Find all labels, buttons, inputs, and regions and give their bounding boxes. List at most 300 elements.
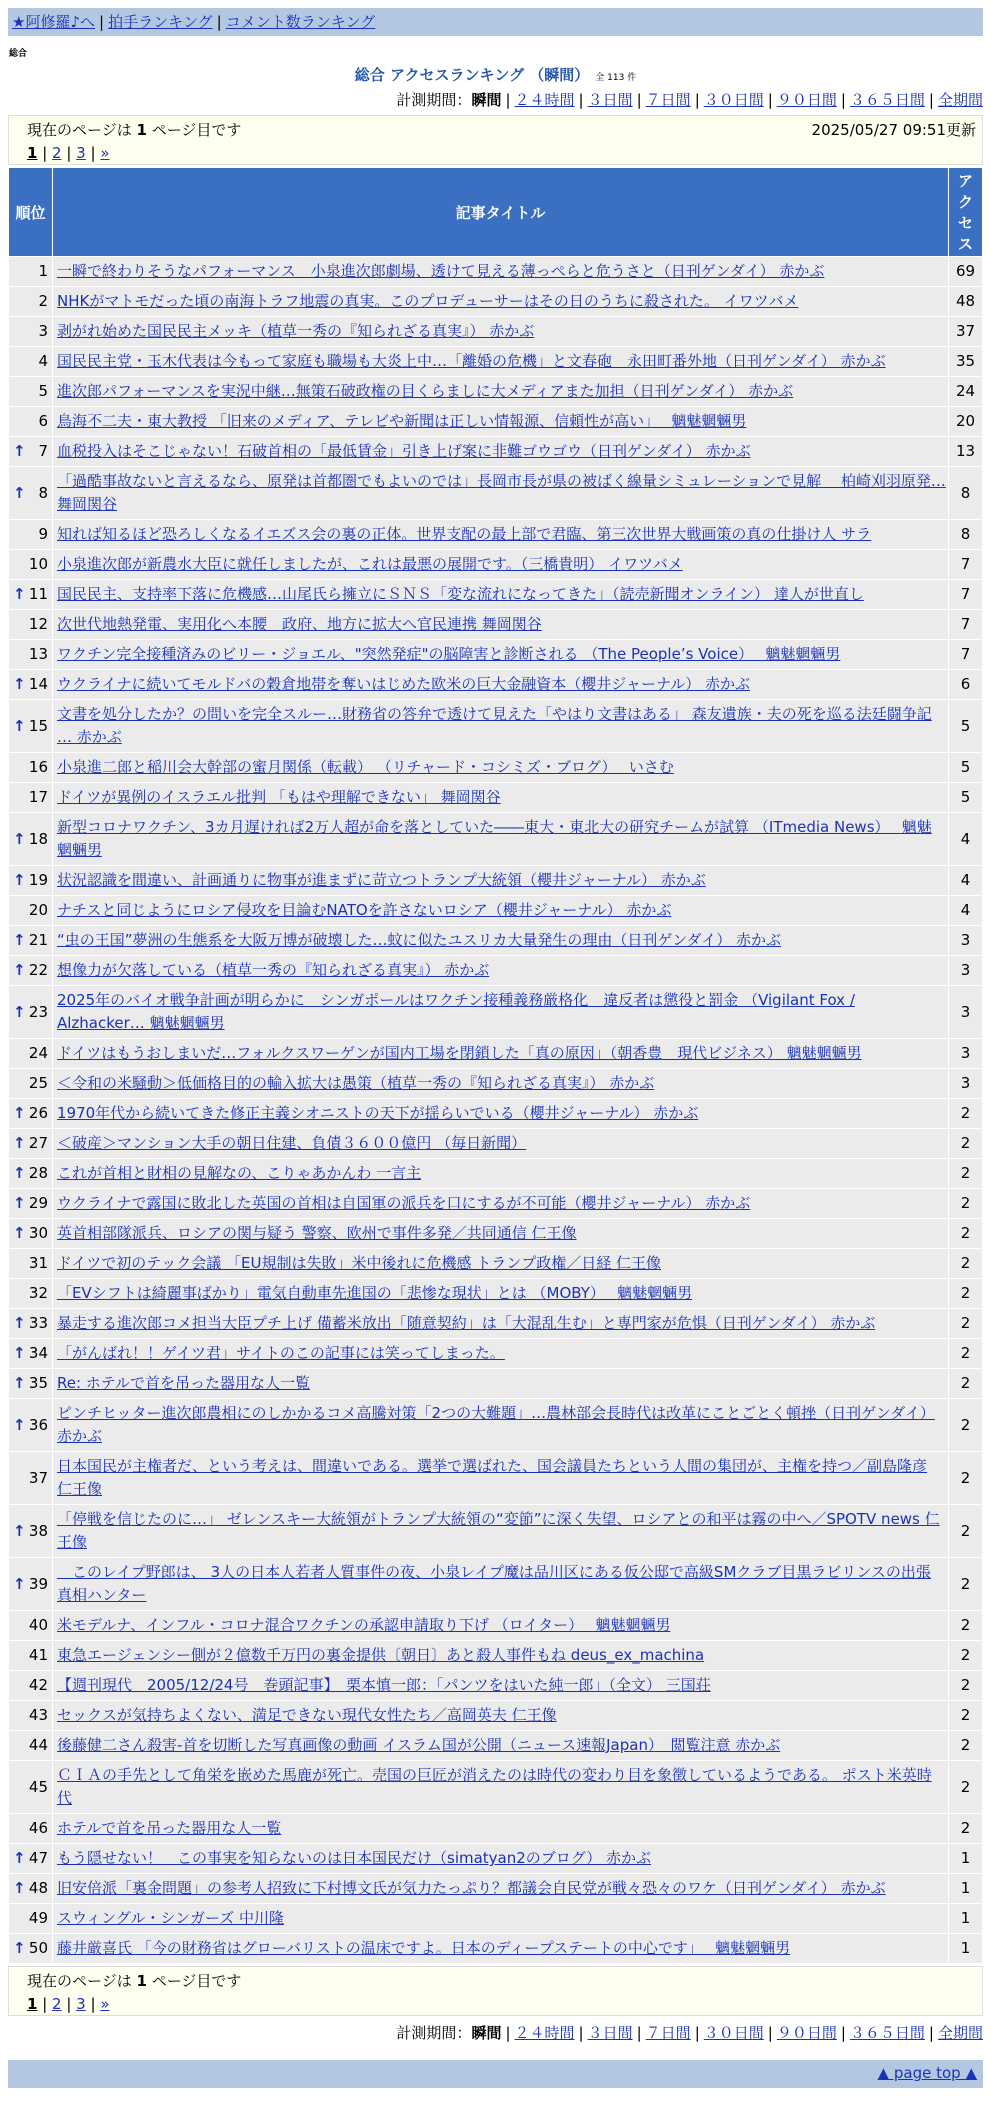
period-bottom-link-5[interactable]: ３６５日間 <box>849 2024 925 2042</box>
access-count: 2 <box>949 1701 983 1731</box>
rank-number: 35 <box>28 1374 48 1392</box>
access-count: 2 <box>949 1309 983 1339</box>
bottom-bar <box>8 2060 983 2088</box>
table-row <box>9 1904 983 1934</box>
article-link[interactable]: セックスが気持ちよくない、満足できない現代女性たち／高岡英夫 仁王像 <box>57 1706 557 1724</box>
access-count: 2 <box>949 1129 983 1159</box>
bottom-spacer <box>0 2088 991 2106</box>
rank-number: 32 <box>28 1284 48 1302</box>
title-cell <box>53 1874 949 1904</box>
table-row <box>9 1039 983 1069</box>
title-cell <box>53 813 949 866</box>
rank-up-arrow-icon: ↑ <box>13 1344 26 1362</box>
rank-cell <box>9 986 53 1039</box>
article-link[interactable]: NHKがマトモだった頃の南海トラフ地震の真実。このプロデューサーはその日のうちに殺された。 イワツバメ <box>57 292 799 310</box>
period-bottom-link-1[interactable]: ３日間 <box>587 2024 633 2042</box>
rank-up-arrow-icon: ↑ <box>13 829 26 848</box>
article-link[interactable]: 新型コロナワクチン、3カ月遅ければ2万人超が命を落としていた――東大・東北大の研究チームが試算 （ITmedia News） 魑魅魍魎男 <box>57 818 932 859</box>
article-link[interactable]: 1970年代から続いてきた修正主義シオニストの天下が揺らいでいる（櫻井ジャーナル） 赤かぶ <box>57 1104 699 1122</box>
table-row <box>9 670 983 700</box>
rank-cell <box>9 550 53 580</box>
article-link[interactable]: 英首相部隊派兵、ロシアの関与疑う 警察、欧州で事件多発／共同通信 仁王像 <box>57 1224 577 1242</box>
article-link[interactable]: 米モデルナ、インフル・コロナ混合ワクチンの承認申請取り下げ （ロイター） 魑魅魍魎男 <box>57 1616 671 1634</box>
table-row <box>9 640 983 670</box>
period-bottom-current: 瞬間 <box>471 2024 502 2042</box>
access-count: 2 <box>949 1279 983 1309</box>
rank-number: 47 <box>28 1849 48 1867</box>
table-row <box>9 580 983 610</box>
title-cell <box>53 610 949 640</box>
separator: | <box>928 91 934 109</box>
rank-cell <box>9 407 53 437</box>
rank-cell <box>9 1309 53 1339</box>
pager-bottom-status <box>27 1970 241 1991</box>
rank-number: 12 <box>28 615 48 633</box>
title-cell <box>53 580 949 610</box>
rank-number: 6 <box>38 412 48 430</box>
access-count: 2 <box>949 1558 983 1611</box>
period-bottom-link-2[interactable]: ７日間 <box>645 2024 691 2042</box>
article-link[interactable]: 「がんばれ！！ゲイツ君」サイトのこの記事には笑ってしまった。 <box>57 1344 505 1362</box>
rank-up-arrow-icon: ↑ <box>13 1194 26 1212</box>
title-cell <box>53 520 949 550</box>
rank-number: 28 <box>28 1164 48 1182</box>
pager-top-status-post: ページ目です <box>146 121 242 139</box>
article-link[interactable]: ＣＩＡの手先として角栄を嵌めた馬鹿が死亡。売国の巨匠が消えたのは時代の変わり目を象徴しているようである。 ポスト米英時代 <box>57 1766 932 1807</box>
pager-top-links <box>27 144 976 162</box>
access-count: 3 <box>949 1069 983 1099</box>
table-row <box>9 1844 983 1874</box>
access-count: 3 <box>949 926 983 956</box>
article-link[interactable]: 藤井厳喜氏 「今の財務省はグローバリストの温床ですよ。日本のディープステートの中心です」 魑魅魍魎男 <box>57 1939 791 1957</box>
access-count: 3 <box>949 986 983 1039</box>
rank-cell <box>9 640 53 670</box>
table-row <box>9 1369 983 1399</box>
article-link[interactable]: 血税投入はそこじゃない！石破首相の「最低賃金」引き上げ案に非難ゴウゴウ（日刊ゲンダイ） 赤かぶ <box>57 442 751 460</box>
access-count: 1 <box>949 1904 983 1934</box>
article-link[interactable]: 暴走する進次郎コメ担当大臣プチ上げ 備蓄米放出「随意契約」は「大混乱生む」と専門家が危惧（日刊ゲンダイ） 赤かぶ <box>57 1314 876 1332</box>
title-cell <box>53 866 949 896</box>
article-link[interactable]: ホテルで首を吊った器用な人一覧 <box>57 1819 282 1837</box>
rank-up-arrow-icon: ↑ <box>13 1415 26 1434</box>
title-cell <box>53 700 949 753</box>
article-link[interactable]: Re: ホテルで首を吊った器用な人一覧 <box>57 1374 311 1392</box>
rank-cell <box>9 700 53 753</box>
pager-top-next-link[interactable]: » <box>100 144 110 162</box>
access-count: 48 <box>949 287 983 317</box>
rank-number: 33 <box>28 1314 48 1332</box>
pager-bottom <box>8 1966 983 2016</box>
rank-number: 42 <box>28 1676 48 1694</box>
rank-number: 49 <box>28 1909 48 1927</box>
access-count: 2 <box>949 1339 983 1369</box>
article-link[interactable]: “虫の王国”夢洲の生態系を大阪万博が破壊した…蚊に似たユスリカ大量発生の理由（日刊ゲンダイ） 赤かぶ <box>57 931 781 949</box>
access-count: 35 <box>949 347 983 377</box>
article-link[interactable]: 国民民主、支持率下落に危機感…山尾氏ら擁立にＳＮＳ「変な流れになってきた」（読売新聞オンライン） 達人が世直し <box>57 585 864 603</box>
title-cell <box>53 1279 949 1309</box>
access-count: 2 <box>949 1671 983 1701</box>
rank-number: 39 <box>28 1574 48 1593</box>
article-link[interactable]: 「過酷事故ないと言えるなら、原発は首都圏でもよいのでは」長岡市長が県の被ばく線量シミュレーションで見解 柏崎刈羽原発… 舞岡関谷 <box>57 472 946 513</box>
pager-bottom-next-link[interactable]: » <box>100 1995 110 2013</box>
title-cell <box>53 1129 949 1159</box>
title-cell <box>53 1452 949 1505</box>
rank-number: 11 <box>28 585 48 603</box>
article-link[interactable]: 進次郎パフォーマンスを実況中継…無策石破政権の目くらましに大メディアまた加担（日刊ゲンダイ） 赤かぶ <box>57 382 794 400</box>
article-link[interactable]: ナチスと同じようにロシア侵攻を目論むNATOを許さないロシア（櫻井ジャーナル） 赤かぶ <box>57 901 672 919</box>
rank-cell <box>9 1671 53 1701</box>
rank-up-arrow-icon: ↑ <box>13 1879 26 1897</box>
title-cell <box>53 1701 949 1731</box>
rank-up-arrow-icon: ↑ <box>13 871 26 889</box>
pager-bottom-status-post: ページ目です <box>146 1972 242 1990</box>
article-link[interactable]: ドイツはもうおしまいだ…フォルクスワーゲンが国内工場を閉鎖した「真の原因」（朝香豊 現代ビジネス） 魑魅魍魎男 <box>57 1044 862 1062</box>
rank-cell <box>9 956 53 986</box>
title-cell <box>53 550 949 580</box>
rank-cell <box>9 1399 53 1452</box>
article-link[interactable]: 「停戦を信じたのに…」 ゼレンスキー大統領がトランプ大統領の“変節”に深く失望、ロシアとの和平は霧の中へ／SPOTV news 仁王像 <box>57 1510 940 1551</box>
period-top-link-4[interactable]: ９０日間 <box>776 91 837 109</box>
period-top-link-1[interactable]: ３日間 <box>587 91 633 109</box>
separator: | <box>85 1995 101 2013</box>
rank-number: 45 <box>28 1777 48 1796</box>
title-cell <box>53 783 949 813</box>
period-bottom-link-4[interactable]: ９０日間 <box>776 2024 837 2042</box>
title-cell <box>53 1369 949 1399</box>
title-cell <box>53 437 949 467</box>
pager-top-page-link[interactable]: 3 <box>76 144 86 162</box>
access-count: 3 <box>949 956 983 986</box>
category-tag: 総合 <box>9 49 28 59</box>
article-link[interactable]: 鳥海不二夫・東大教授 「旧来のメディア、テレビや新聞は正しい情報源、信頼性が高い」 魑魅魍魎男 <box>57 412 747 430</box>
applause-ranking-link[interactable]: 拍手ランキング <box>108 13 213 31</box>
table-row <box>9 1189 983 1219</box>
rank-number: 46 <box>28 1819 48 1837</box>
title-cell <box>53 1505 949 1558</box>
access-count: 2 <box>949 1611 983 1641</box>
table-row <box>9 1129 983 1159</box>
rank-cell <box>9 437 53 467</box>
period-top-link-5[interactable]: ３６５日間 <box>849 91 925 109</box>
pager-top-page-link[interactable]: 2 <box>52 144 62 162</box>
rank-up-arrow-icon: ↑ <box>13 1574 26 1593</box>
article-link[interactable]: ドイツが異例のイスラエル批判 「もはや理解できない」 舞岡関谷 <box>57 788 501 806</box>
table-row <box>9 257 983 287</box>
access-count: 4 <box>949 866 983 896</box>
title-cell <box>53 1069 949 1099</box>
table-row <box>9 783 983 813</box>
article-link[interactable]: 【週刊現代 2005/12/24号 巻頭記事】 栗本慎一郎：「パンツをはいた純一郎」（全文） 三国荘 <box>57 1676 711 1694</box>
article-link[interactable]: 知れば知るほど恐ろしくなるイエズス会の裏の正体。世界支配の最上部で君臨、第三次世界大戦画策の真の仕掛け人 サラ <box>57 525 872 543</box>
top-nav-bar <box>8 8 983 36</box>
article-link[interactable]: このレイプ野郎は、 3人の日本人若者人質事件の夜、小泉レイプ魔は品川区にある仮公邸で高級SMクラブ目黒ラビリンスの出張 真相ハンター <box>57 1563 931 1604</box>
access-count: 5 <box>949 753 983 783</box>
rank-cell <box>9 1039 53 1069</box>
rank-number: 17 <box>28 788 48 806</box>
rank-number: 22 <box>28 961 48 979</box>
title-cell <box>53 347 949 377</box>
table-row <box>9 700 983 753</box>
rank-number: 31 <box>28 1254 48 1272</box>
table-row <box>9 1249 983 1279</box>
article-link[interactable]: 想像力が欠落している（植草一秀の『知られざる真実』） 赤かぶ <box>57 961 490 979</box>
article-link[interactable]: 文書を処分したか？の問いを完全スルー…財務省の答弁で透けて見えた「やはり文書はある」 森友遺族・夫の死を巡る法廷闘争記 … 赤かぶ <box>57 705 932 746</box>
separator: | <box>767 2024 773 2042</box>
rank-number: 23 <box>28 1002 48 1021</box>
rank-up-arrow-icon: ↑ <box>13 1314 26 1332</box>
article-link[interactable]: ＜令和の米騒動＞低価格目的の輸入拡大は愚策（植草一秀の『知られざる真実』） 赤かぶ <box>57 1074 655 1092</box>
separator: | <box>37 144 53 162</box>
article-link[interactable]: 「EVシフトは綺麗事ばかり」電気自動車先進国の「悲惨な現状」とは （MOBY） 魑魅魍魎男 <box>57 1284 693 1302</box>
access-count: 4 <box>949 813 983 866</box>
rank-cell <box>9 1701 53 1731</box>
table-row <box>9 1309 983 1339</box>
rank-cell <box>9 1219 53 1249</box>
rank-cell <box>9 1505 53 1558</box>
table-row <box>9 520 983 550</box>
title-cell <box>53 1249 949 1279</box>
rank-cell <box>9 1129 53 1159</box>
page-top-link[interactable]: ▲ page top ▲ <box>877 2064 977 2082</box>
rank-cell <box>9 1099 53 1129</box>
rank-cell <box>9 1249 53 1279</box>
access-count: 2 <box>949 1505 983 1558</box>
access-count: 2 <box>949 1219 983 1249</box>
rank-cell <box>9 1641 53 1671</box>
pager-top-status-row <box>27 119 976 140</box>
period-top-link-6[interactable]: 全期間 <box>937 91 983 109</box>
rank-number: 50 <box>28 1939 48 1957</box>
pager-bottom-page-link[interactable]: 2 <box>52 1995 62 2013</box>
rank-header: 順位 <box>9 168 53 257</box>
table-header-row <box>9 168 983 257</box>
rank-number: 3 <box>38 322 48 340</box>
updated-timestamp: 2025/05/27 09:51更新 <box>811 121 976 139</box>
article-link[interactable]: ＜破産＞マンション大手の朝日住建、負債３６００億円 （毎日新聞） <box>57 1134 527 1152</box>
home-link[interactable]: ★阿修羅♪へ <box>12 13 96 31</box>
period-top-link-0[interactable]: ２４時間 <box>514 91 575 109</box>
rank-up-arrow-icon: ↑ <box>13 961 26 979</box>
pager-bottom-links <box>27 1995 976 2013</box>
rank-number: 9 <box>38 525 48 543</box>
period-top-link-3[interactable]: ３０日間 <box>703 91 764 109</box>
article-link[interactable]: これが首相と財相の見解なの、こりゃあかんわ 一言主 <box>57 1164 422 1182</box>
access-count: 7 <box>949 580 983 610</box>
rank-number: 38 <box>28 1521 48 1540</box>
title-cell <box>53 753 949 783</box>
article-link[interactable]: ウクライナで露国に敗北した英国の首相は自国軍の派兵を口にするが不可能（櫻井ジャーナル） 赤かぶ <box>57 1194 751 1212</box>
pager-bottom-status-pre: 現在のページは <box>27 1972 137 1990</box>
separator: | <box>767 91 773 109</box>
article-link[interactable]: 小泉進次郎が新農水大臣に就任しましたが、これは最悪の展開です。（三橋貴明） イワツバメ <box>57 555 683 573</box>
rank-cell <box>9 926 53 956</box>
access-count: 2 <box>949 1761 983 1814</box>
rank-number: 19 <box>28 871 48 889</box>
rank-up-arrow-icon: ↑ <box>13 1521 26 1540</box>
access-count: 4 <box>949 896 983 926</box>
table-row <box>9 317 983 347</box>
table-row <box>9 1874 983 1904</box>
article-link[interactable]: 後藤健二さん殺害-首を切断した写真画像の動画 イスラム国が公開（ニュース速報Japan） 閲覧注意 赤かぶ <box>57 1736 781 1754</box>
separator: | <box>505 91 511 109</box>
rank-up-arrow-icon: ↑ <box>13 1164 26 1182</box>
title-cell <box>53 670 949 700</box>
article-link[interactable]: ワクチン完全接種済みのビリー・ジョエル、"突然発症"の脳障害と診断される （The People’s Voice） 魑魅魍魎男 <box>57 645 841 663</box>
rank-cell <box>9 753 53 783</box>
table-row <box>9 1761 983 1814</box>
rank-cell <box>9 1934 53 1964</box>
table-row <box>9 1099 983 1129</box>
rank-cell <box>9 1189 53 1219</box>
title-cell <box>53 1039 949 1069</box>
item-count: 全 113 件 <box>595 73 637 83</box>
table-row <box>9 610 983 640</box>
rank-cell <box>9 1069 53 1099</box>
table-row <box>9 956 983 986</box>
article-link[interactable]: 一瞬で終わりそうなパフォーマンス 小泉進次郎劇場、透けて見える薄っぺらと危うさと（日刊ゲンダイ） 赤かぶ <box>57 262 825 280</box>
rank-cell <box>9 1279 53 1309</box>
table-row <box>9 1279 983 1309</box>
separator: | <box>928 2024 934 2042</box>
rank-up-arrow-icon: ↑ <box>13 1224 26 1242</box>
rank-number: 16 <box>28 758 48 776</box>
table-row <box>9 926 983 956</box>
rank-cell <box>9 610 53 640</box>
rank-up-arrow-icon: ↑ <box>13 585 26 603</box>
rank-number: 15 <box>28 716 48 735</box>
pager-bottom-status-num: 1 <box>136 1972 147 1990</box>
page-title: 総合 アクセスランキング （瞬間） <box>354 66 590 84</box>
period-top-current: 瞬間 <box>471 91 502 109</box>
ranking-table-body <box>9 257 983 1964</box>
rank-number: 37 <box>28 1468 48 1487</box>
title-cell <box>53 1159 949 1189</box>
rank-up-arrow-icon: ↑ <box>13 1134 26 1152</box>
table-row <box>9 1701 983 1731</box>
comment-ranking-link[interactable]: コメント数ランキング <box>225 13 376 31</box>
rank-number: 44 <box>28 1736 48 1754</box>
access-count: 2 <box>949 1731 983 1761</box>
rank-cell <box>9 1339 53 1369</box>
rank-cell <box>9 1731 53 1761</box>
access-count: 20 <box>949 407 983 437</box>
period-bottom-link-6[interactable]: 全期間 <box>937 2024 983 2042</box>
title-cell <box>53 317 949 347</box>
rank-cell <box>9 1814 53 1844</box>
separator: | <box>578 2024 584 2042</box>
table-row <box>9 287 983 317</box>
title-cell <box>53 1934 949 1964</box>
access-count: 2 <box>949 1399 983 1452</box>
pager-top-current-page: 1 <box>27 144 38 162</box>
article-link[interactable]: 国民民主党・玉木代表は今もって家庭も職場も大炎上中…「離婚の危機」と文春砲 永田町番外地（日刊ゲンダイ） 赤かぶ <box>57 352 886 370</box>
rank-cell <box>9 287 53 317</box>
title-cell <box>53 896 949 926</box>
table-row <box>9 1934 983 1964</box>
pager-top-status-num: 1 <box>136 121 147 139</box>
title-cell <box>53 287 949 317</box>
table-row <box>9 813 983 866</box>
pager-bottom-page-link[interactable]: 3 <box>76 1995 86 2013</box>
table-row <box>9 377 983 407</box>
article-link[interactable]: 剥がれ始めた国民民主メッキ（植草一秀の『知られざる真実』） 赤かぶ <box>57 322 535 340</box>
article-link[interactable]: 2025年のバイオ戦争計画が明らかに シンガポールはワクチン接種義務厳格化 違反者は懲役と罰金 （Vigilant Fox / Alzhacker… 魑魅魍魎男 <box>57 991 855 1032</box>
article-link[interactable]: 東急エージェンシー側が２億数千万円の裏金提供〔朝日〕あと殺人事件もね deus_ex_machina <box>57 1646 705 1664</box>
article-link[interactable]: ウクライナに続いてモルドバの穀倉地帯を奪いはじめた欧米の巨大金融資本（櫻井ジャーナル） 赤かぶ <box>57 675 750 693</box>
rank-cell <box>9 580 53 610</box>
rank-number: 8 <box>38 483 48 502</box>
access-count: 13 <box>949 437 983 467</box>
period-bottom-label: 計測期間： <box>396 2024 472 2042</box>
rank-cell <box>9 866 53 896</box>
access-count: 1 <box>949 1874 983 1904</box>
period-bottom-link-3[interactable]: ３０日間 <box>703 2024 764 2042</box>
period-bottom-link-0[interactable]: ２４時間 <box>514 2024 575 2042</box>
title-cell <box>53 1189 949 1219</box>
table-row <box>9 896 983 926</box>
title-cell <box>53 1641 949 1671</box>
rank-up-arrow-icon: ↑ <box>13 675 26 693</box>
rank-number: 48 <box>28 1879 48 1897</box>
rank-cell <box>9 257 53 287</box>
article-link[interactable]: ピンチヒッター進次郎農相にのしかかるコメ高騰対策「2つの大難題」…農林部会長時代は改革にことごとく頓挫（日刊ゲンダイ） 赤かぶ <box>57 1404 935 1445</box>
article-link[interactable]: 次世代地熱発電、実用化へ本腰 政府、地方に拡大へ官民連携 舞岡関谷 <box>57 615 542 633</box>
article-link[interactable]: 旧安倍派「裏金問題」の参考人招致に下村博文氏が気力たっぷり？都議会自民党が戦々恐々のワケ（日刊ゲンダイ） 赤かぶ <box>57 1879 886 1897</box>
title-cell <box>53 1219 949 1249</box>
title-cell <box>53 1671 949 1701</box>
rank-number: 7 <box>38 442 48 460</box>
table-row <box>9 1641 983 1671</box>
separator: | <box>840 2024 846 2042</box>
rank-cell <box>9 377 53 407</box>
access-count: 6 <box>949 670 983 700</box>
article-link[interactable]: 日本国民が主権者だ、という考えは、間違いである。選挙で選ばれた、国会議員たちという人間の集団が、主権を持つ／副島隆彦 仁王像 <box>57 1457 928 1498</box>
table-row <box>9 407 983 437</box>
access-count: 7 <box>949 550 983 580</box>
access-count: 5 <box>949 783 983 813</box>
title-cell <box>53 407 949 437</box>
table-row <box>9 467 983 520</box>
rank-number: 24 <box>28 1044 48 1062</box>
rank-cell <box>9 467 53 520</box>
rank-cell <box>9 670 53 700</box>
rank-up-arrow-icon: ↑ <box>13 442 26 460</box>
table-row <box>9 1339 983 1369</box>
access-count: 69 <box>949 257 983 287</box>
separator: | <box>840 91 846 109</box>
rank-cell <box>9 347 53 377</box>
separator: | <box>37 1995 53 2013</box>
separator: | <box>505 2024 511 2042</box>
period-top-link-2[interactable]: ７日間 <box>645 91 691 109</box>
title-cell <box>53 1611 949 1641</box>
title-header: 記事タイトル <box>53 168 949 257</box>
article-link[interactable]: スウィングル・シンガーズ 中川隆 <box>57 1909 284 1927</box>
rank-up-arrow-icon: ↑ <box>13 1939 26 1957</box>
article-link[interactable]: ドイツで初のテック会議 「EU規制は失敗」米中後れに危機感 トランプ政権／日経 仁王像 <box>57 1254 662 1272</box>
article-link[interactable]: 小泉進二郎と稲川会大幹部の蜜月関係（転載） （リチャード・コシミズ・ブログ） いさむ <box>57 758 674 776</box>
rank-cell <box>9 783 53 813</box>
rank-number: 27 <box>28 1134 48 1152</box>
period-selector-top <box>8 89 983 111</box>
separator: | <box>636 91 642 109</box>
article-link[interactable]: もう隠せない！ この事実を知らないのは日本国民だけ（simatyan2のブログ） 赤かぶ <box>57 1849 652 1867</box>
article-link[interactable]: 状況認識を間違い、計画通りに物事が進まずに苛立つトランプ大統領（櫻井ジャーナル） 赤かぶ <box>57 871 706 889</box>
access-count: 1 <box>949 1934 983 1964</box>
title-cell <box>53 1814 949 1844</box>
rank-number: 20 <box>28 901 48 919</box>
title-cell <box>53 1099 949 1129</box>
